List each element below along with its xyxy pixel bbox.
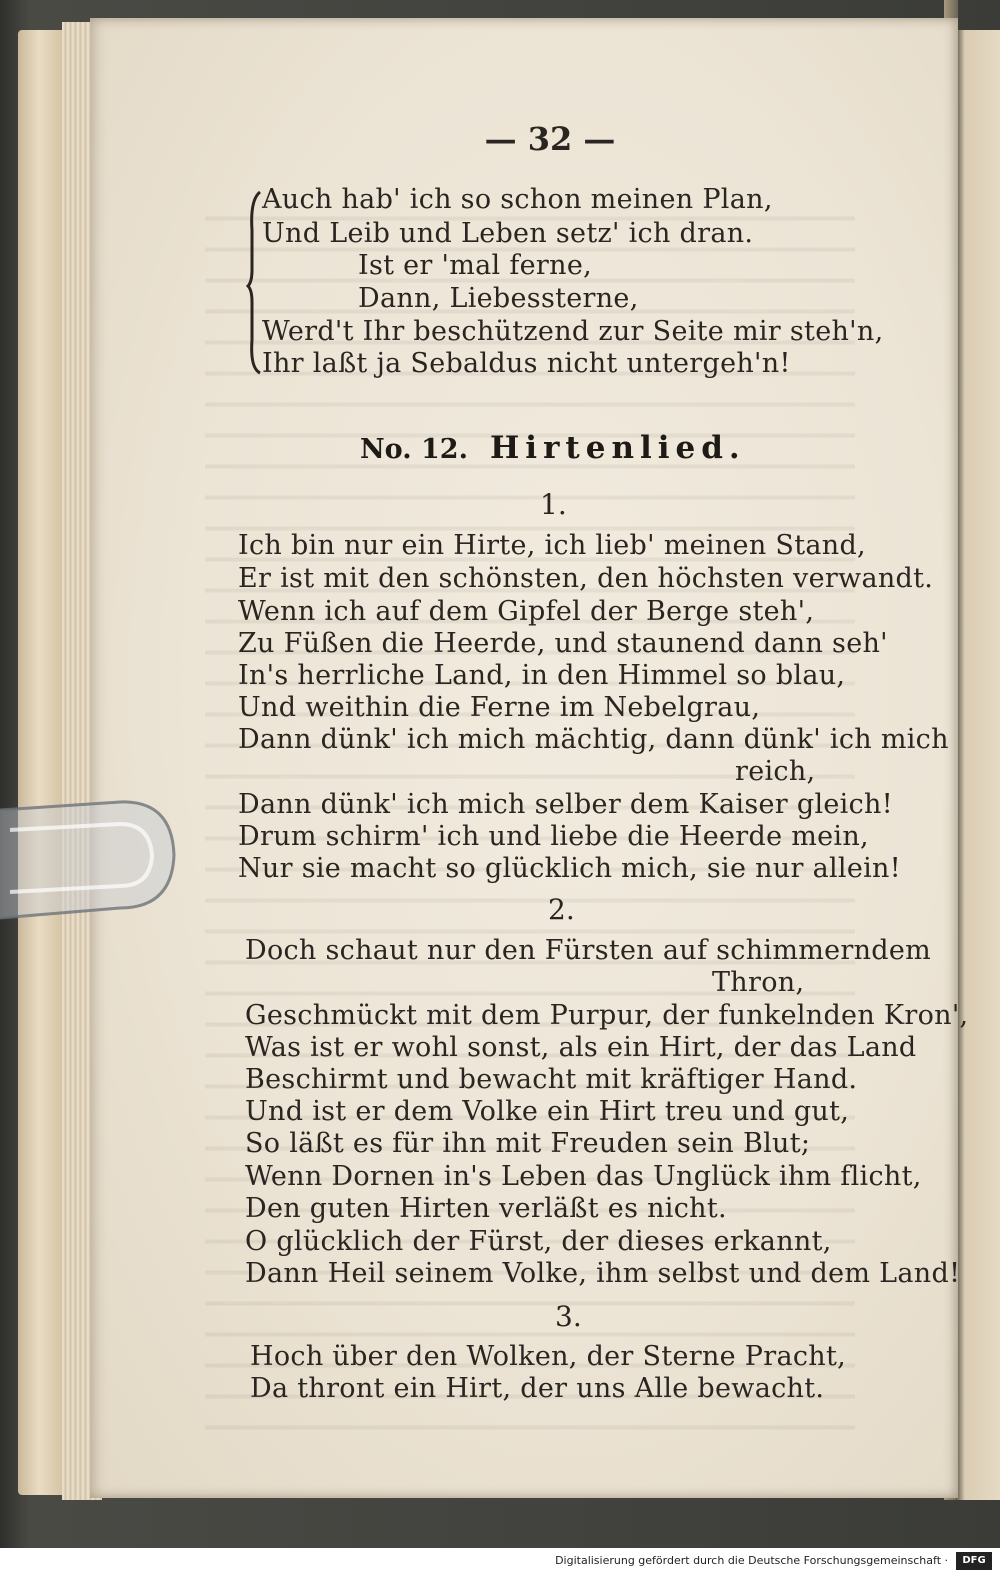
stanza-top-line: Dann, Liebessterne, — [358, 283, 639, 314]
verse-line: In's herrliche Land, in den Himmel so blau, — [238, 660, 846, 691]
page-clip — [0, 800, 180, 920]
verse-number: 3. — [555, 1300, 582, 1333]
verse-line: O glücklich der Fürst, der dieses erkannt, — [245, 1226, 832, 1257]
stanza-top-line: Werd't Ihr beschützend zur Seite mir steh'n, — [262, 316, 884, 347]
verse-line: Drum schirm' ich und liebe die Heerde mein, — [238, 821, 869, 852]
verse-line: Und weithin die Ferne im Nebelgrau, — [238, 692, 761, 723]
song-heading — [360, 430, 746, 466]
verse-line: reich, — [735, 756, 816, 787]
verse-line: So läßt es für ihn mit Freuden sein Blut; — [245, 1128, 811, 1159]
verse-line: Geschmückt mit dem Purpur, der funkelnden Kron', — [245, 1000, 969, 1031]
verse-line: Was ist er wohl sonst, als ein Hirt, der das Land — [245, 1032, 917, 1063]
verse-number: 1. — [540, 488, 567, 521]
verse-line: Dann dünk' ich mich selber dem Kaiser gleich! — [238, 789, 893, 820]
verse-line: Dann Heil seinem Volke, ihm selbst und dem Land! — [245, 1258, 961, 1289]
verse-line: Hoch über den Wolken, der Sterne Pracht, — [250, 1341, 847, 1372]
verse-line: Beschirmt und bewacht mit kräftiger Hand. — [245, 1064, 858, 1095]
verse-line: Doch schaut nur den Fürsten auf schimmerndem — [245, 935, 932, 966]
verse-line: Nur sie macht so glücklich mich, sie nur allein! — [238, 853, 901, 884]
dfg-logo: DFG — [956, 1552, 992, 1570]
verse-line: Da thront ein Hirt, der uns Alle bewacht. — [250, 1373, 825, 1404]
verse-line: Er ist mit den schönsten, den höchsten verwandt. — [238, 563, 934, 594]
verse-line: Den guten Hirten verläßt es nicht. — [245, 1193, 727, 1224]
stanza-top-line: Ihr laßt ja Sebaldus nicht untergeh'n! — [262, 348, 791, 379]
stanza-top-line: Auch hab' ich so schon meinen Plan, — [262, 184, 773, 215]
page-number: — 32 — — [484, 120, 616, 158]
song-title: Hirtenlied. — [490, 430, 746, 466]
stanza-top-line: Ist er 'mal ferne, — [358, 250, 592, 281]
verse-line: Wenn Dornen in's Leben das Unglück ihm flicht, — [245, 1161, 922, 1192]
verse-line: Dann dünk' ich mich mächtig, dann dünk' ich mich — [238, 724, 949, 755]
footer-credit: Digitalisierung gefördert durch die Deutsche Forschungsgemeinschaft · — [555, 1554, 948, 1567]
verse-line: Und ist er dem Volke ein Hirt treu und gut, — [245, 1096, 850, 1127]
stanza-top-line: Und Leib und Leben setz' ich dran. — [262, 218, 754, 249]
verse-line: Thron, — [712, 967, 805, 998]
verse-line: Zu Füßen die Heerde, und staunend dann seh' — [238, 628, 888, 659]
facing-page-edge — [956, 30, 1000, 1500]
verse-line: Ich bin nur ein Hirte, ich lieb' meinen Stand, — [238, 530, 866, 561]
verse-line: Wenn ich auf dem Gipfel der Berge steh', — [238, 596, 815, 627]
song-number: No. 12. — [360, 434, 468, 465]
verse-number: 2. — [548, 893, 575, 926]
